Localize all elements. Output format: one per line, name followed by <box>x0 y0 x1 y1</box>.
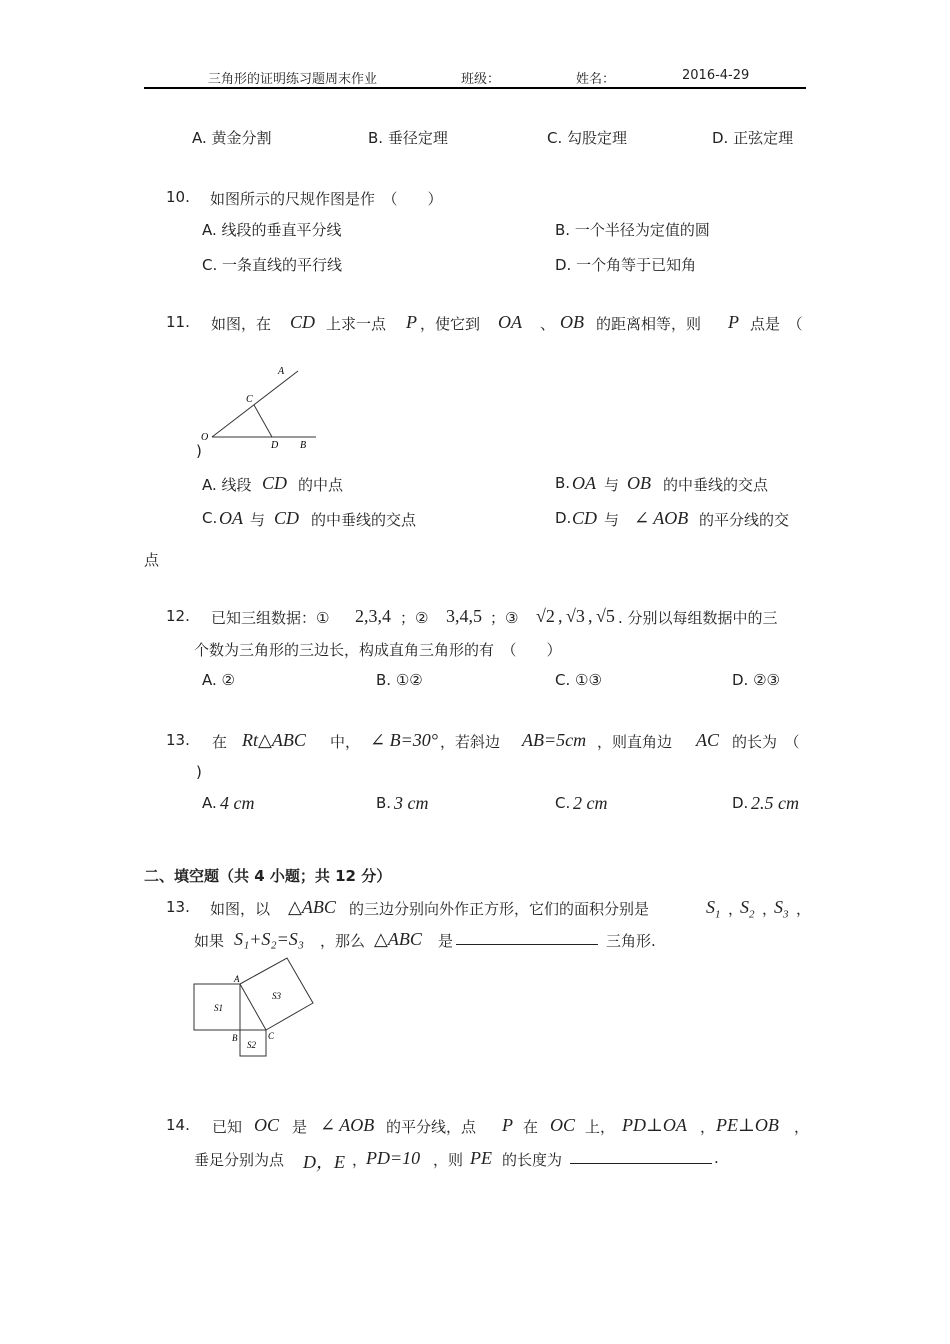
f14-de: D，E <box>303 1152 345 1172</box>
f14-oc-2: OC <box>550 1115 576 1135</box>
q11-number: 11. <box>166 313 190 331</box>
f13-abc: △ABC <box>288 897 336 917</box>
header-rule <box>144 87 806 89</box>
q12-option-d: D. ②③ <box>732 671 780 689</box>
f14-pe: PE⊥OB <box>716 1115 779 1135</box>
f14-number: 14. <box>166 1116 190 1134</box>
q11-option-d-mid: 与 <box>604 511 620 529</box>
q11-option-d-wrap: 点 <box>144 551 160 569</box>
q11-option-d-pre: D. <box>555 509 572 527</box>
q10-option-a: A. 线段的垂直平分线 <box>202 221 342 239</box>
q11-option-d-angle: ∠ AOB <box>634 508 689 528</box>
f14-stem-1: 已知 <box>212 1118 243 1136</box>
f13-squares-figure <box>190 955 320 1060</box>
q11-option-a-pre: A. 线段 <box>202 476 252 494</box>
f13-line2-4: 三角形. <box>606 932 656 950</box>
fig-label-o: O <box>201 432 209 443</box>
f14-stem-4: 在 <box>523 1118 539 1136</box>
fig-label-s1: S1 <box>214 1003 223 1013</box>
f13-s2: $S_2$ <box>740 897 755 921</box>
q12-option-b: B. ①② <box>376 671 423 689</box>
q12-comma-b: , <box>588 606 593 626</box>
f13-s1: $S_1$ <box>706 897 721 921</box>
q13-stem-5: 的长为 （ <box>732 733 800 751</box>
q12-stem-3: 个数为三角形的三边长，构成直角三角形的有 （ ） <box>194 641 562 659</box>
f13-answer-blank[interactable] <box>456 930 598 945</box>
f13-stem-2: 的三边分别向外作正方形，它们的面积分别是 <box>349 900 650 918</box>
q11-option-c-pre: C. <box>202 509 218 527</box>
f13-comma-2: ， <box>762 900 778 918</box>
q11-ob: OB <box>560 312 584 332</box>
q13-option-a-pre: A. <box>202 794 217 812</box>
q11-close-paren: ) <box>196 442 202 460</box>
q11-cd: CD <box>290 312 316 332</box>
q11-stem-2: 上求一点 <box>326 315 387 333</box>
header-title: 三角形的证明练习题周末作业 <box>208 72 378 87</box>
q11-option-d-post: 的平分线的交 <box>699 511 790 529</box>
q13-rt-abc: Rt△ABC <box>242 730 306 750</box>
q10-option-b: B. 一个半径为定值的圆 <box>555 221 710 239</box>
q12-group-3-c: √5 <box>596 606 615 626</box>
q12-option-a: A. ② <box>202 671 235 689</box>
q13-option-d-pre: D. <box>732 794 749 812</box>
q12-group-3-b: √3 <box>566 606 585 626</box>
q13-stem-4: ，则直角边 <box>597 733 673 751</box>
q12-sep-1: ；② <box>400 609 429 627</box>
f14-p: P <box>502 1115 513 1135</box>
fig-label-a: A <box>278 366 285 377</box>
f14-line2-5: . <box>714 1149 719 1167</box>
q13-number: 13. <box>166 731 190 749</box>
fig-label-s2: S2 <box>247 1040 256 1050</box>
fig-label-s3: S3 <box>272 991 281 1001</box>
q13-option-b-val: 3 cm <box>394 793 429 813</box>
header-date: 2016-4-29 <box>682 68 750 83</box>
q11-angle-figure <box>194 364 324 458</box>
q9-option-c: C. 勾股定理 <box>547 129 628 147</box>
q10-number: 10. <box>166 188 190 206</box>
q11-stem-5: 的距离相等，则 <box>596 315 702 333</box>
f14-oc: OC <box>254 1115 280 1135</box>
q12-stem-1: 已知三组数据：① <box>211 609 330 627</box>
q13-close-paren: ) <box>196 763 202 781</box>
header-class-label: 班级： <box>461 72 501 87</box>
q12-group-1: 2,3,4 <box>355 606 391 626</box>
q9-option-b: B. 垂径定理 <box>368 129 448 147</box>
q13-option-a-val: 4 cm <box>220 793 255 813</box>
q12-option-c: C. ①③ <box>555 671 602 689</box>
q13-stem-2: 中， <box>330 733 361 751</box>
f13-line2-1: 如果 <box>194 932 225 950</box>
f14-pe-2: PE <box>470 1148 492 1168</box>
q9-option-d: D. 正弦定理 <box>712 129 794 147</box>
ray-oa <box>212 371 298 437</box>
fig-label-c: C <box>268 1031 275 1041</box>
q11-option-b-oa: OA <box>572 473 596 493</box>
f14-stem-5: 上， <box>585 1118 616 1136</box>
f14-stem-2: 是 <box>292 1118 308 1136</box>
q13-stem-1: 在 <box>212 733 228 751</box>
f13-s3: $S_3$ <box>774 897 789 921</box>
f13-comma-1: ， <box>728 900 744 918</box>
f14-angle: ∠ AOB <box>320 1115 375 1135</box>
f13-equation: S₁+S₂=S₃ <box>234 929 305 949</box>
q13-angle: ∠ B=30° <box>370 730 438 750</box>
q11-oa: OA <box>498 312 522 332</box>
f14-line2-2: ， <box>352 1151 368 1169</box>
segment-cd <box>254 405 272 437</box>
q13-ab: AB=5cm <box>522 730 587 750</box>
q13-ac: AC <box>696 730 720 750</box>
q11-option-b-mid: 与 <box>604 476 620 494</box>
q11-option-d-cd: CD <box>572 508 598 528</box>
q12-stem-2: . 分别以每组数据中的三 <box>618 609 778 627</box>
q9-option-a: A. 黄金分割 <box>192 129 272 147</box>
f13-line2-2: ，那么 <box>320 932 366 950</box>
q11-option-b-post: 的中垂线的交点 <box>663 476 769 494</box>
f14-pd10: PD=10 <box>366 1148 421 1168</box>
q10-option-c: C. 一条直线的平行线 <box>202 256 343 274</box>
f14-stem-6: ， <box>794 1118 810 1136</box>
q11-option-a-cd: CD <box>262 473 288 493</box>
header-name-label: 姓名： <box>576 72 616 87</box>
f13-number: 13. <box>166 898 190 916</box>
q11-stem-3: ，使它到 <box>420 315 481 333</box>
q13-option-d-val: 2.5 cm <box>751 793 799 813</box>
q12-group-3-a: √2 <box>536 606 555 626</box>
q11-option-c-post: 的中垂线的交点 <box>311 511 417 529</box>
f14-answer-blank[interactable] <box>570 1149 712 1164</box>
q12-number: 12. <box>166 607 190 625</box>
q11-stem-4: 、 <box>540 315 556 333</box>
f14-comma: ， <box>700 1118 716 1136</box>
f14-line2-1: 垂足分别为点 <box>194 1151 285 1169</box>
q11-p: P <box>406 312 417 332</box>
f14-line2-3: ，则 <box>433 1151 464 1169</box>
q11-option-c-oa: OA <box>219 508 243 528</box>
q11-option-c-mid: 与 <box>250 511 266 529</box>
q13-option-b-pre: B. <box>376 794 392 812</box>
q11-option-b-pre: B. <box>555 474 571 492</box>
fig-label-d: D <box>271 440 279 451</box>
f14-pd: PD⊥OA <box>622 1115 687 1135</box>
section-2-title: 二、填空题（共 4 小题；共 12 分） <box>144 867 392 885</box>
q10-stem: 如图所示的尺规作图是作 （ ） <box>210 190 443 208</box>
q11-stem-1: 如图，在 <box>211 315 272 333</box>
q13-option-c-pre: C. <box>555 794 571 812</box>
q13-stem-3: ，若斜边 <box>440 733 501 751</box>
q11-option-c-cd: CD <box>274 508 300 528</box>
q11-option-a-post: 的中点 <box>298 476 344 494</box>
fig-label-b: B <box>232 1033 238 1043</box>
f13-comma-3: ， <box>796 900 812 918</box>
f13-line2-3: 是 <box>438 932 454 950</box>
fig-label-c: C <box>246 394 253 405</box>
q12-comma-a: , <box>558 606 563 626</box>
q11-stem-6: 点是 （ <box>750 315 803 333</box>
q10-option-d: D. 一个角等于已知角 <box>555 256 697 274</box>
f13-stem-1: 如图，以 <box>210 900 271 918</box>
q11-option-b-ob: OB <box>627 473 651 493</box>
f13-abc-2: △ABC <box>374 929 422 949</box>
q12-sep-2: ；③ <box>490 609 519 627</box>
f14-line2-4: 的长度为 <box>502 1151 563 1169</box>
q11-p2: P <box>728 312 739 332</box>
q12-group-2: 3,4,5 <box>446 606 482 626</box>
fig-label-b: B <box>300 440 307 451</box>
q13-option-c-val: 2 cm <box>573 793 608 813</box>
f14-stem-3: 的平分线，点 <box>386 1118 477 1136</box>
fig-label-a: A <box>234 974 240 984</box>
